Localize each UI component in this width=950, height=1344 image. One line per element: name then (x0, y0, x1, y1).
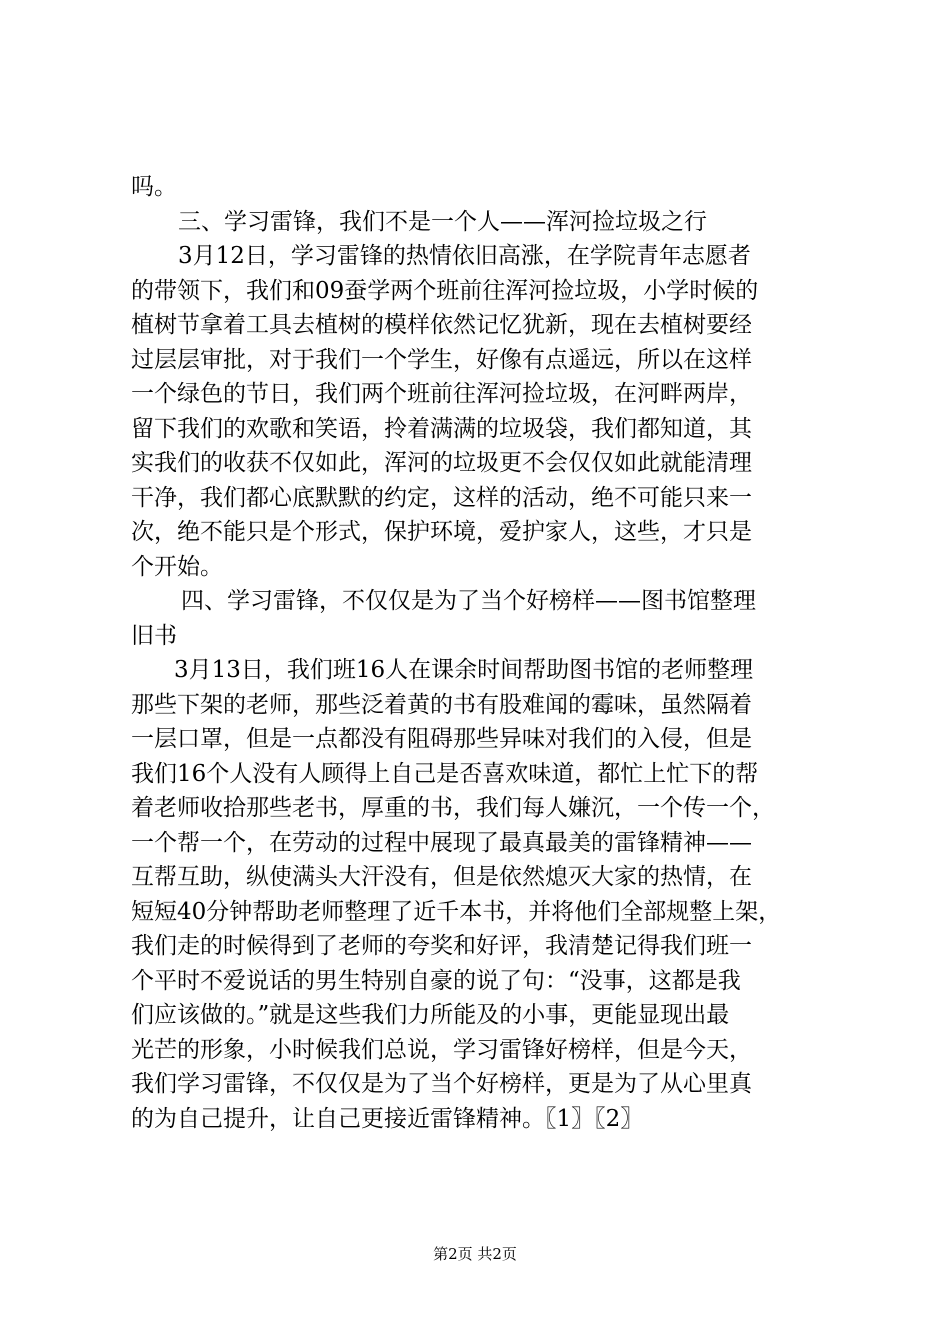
paragraph-line: 干净，我们都心底默默的约定，这样的活动，绝不可能只来一 (131, 484, 752, 511)
paragraph-line: 光芒的形象，小时候我们总说，学习雷锋好榜样，但是今天， (131, 1036, 752, 1063)
paragraph-line: 一层口罩，但是一点都没有阻碍那些异味对我们的入侵，但是 (131, 726, 752, 752)
paragraph-line: 我们学习雷锋，不仅仅是为了当个好榜样，更是为了从心里真 (131, 1071, 752, 1097)
paragraph-line: 着老师收拾那些老书，厚重的书，我们每人嫌沉，一个传一个， (131, 795, 775, 821)
paragraph-line: 3月13日，我们班16人在课余时间帮助图书馆的老师整理 (174, 657, 754, 683)
paragraph-line: 个开始。 (131, 553, 223, 580)
document-body (131, 170, 831, 1136)
paragraph-line: 留下我们的欢歌和笑语，拎着满满的垃圾袋，我们都知道，其 (131, 415, 752, 442)
paragraph-line: 们应该做的。”就是这些我们力所能及的小事，更能显现出最 (131, 1002, 730, 1028)
paragraph-line: 的为自己提升，让自己更接近雷锋精神。〖1〗〖2〗 (131, 1105, 644, 1132)
paragraph-line: 的带领下，我们和09蚕学两个班前往浑河捡垃圾，小学时候的 (131, 277, 759, 304)
paragraph-line: 次，绝不能只是个形式，保护环境，爱护家人，这些，才只是 (131, 519, 752, 545)
paragraph-line: 个平时不爱说话的男生特别自豪的说了句：“没事，这都是我 (131, 967, 741, 994)
paragraph-line: 3月12日，学习雷锋的热情依旧高涨，在学院青年志愿者 (178, 243, 751, 269)
paragraph-line: 过层层审批，对于我们一个学生，好像有点遥远，所以在这样 (131, 346, 752, 373)
paragraph-line: 一个帮一个，在劳动的过程中展现了最真最美的雷锋精神—— (131, 829, 752, 856)
paragraph-line: 那些下架的老师，那些泛着黄的书有股难闻的霉味，虽然隔着 (131, 691, 752, 718)
section-heading-continued: 旧书 (131, 622, 177, 649)
section-heading: 三、学习雷锋，我们不是一个人——浑河捡垃圾之行 (178, 208, 707, 235)
section-heading: 四、学习雷锋，不仅仅是为了当个好榜样——图书馆整理 (181, 588, 756, 614)
paragraph-line: 一个绿色的节日，我们两个班前往浑河捡垃圾，在河畔两岸， (131, 381, 752, 407)
paragraph-line: 短短40分钟帮助老师整理了近千本书，并将他们全部规整上架， (131, 898, 782, 925)
paragraph-line: 我们16个人没有人顾得上自己是否喜欢味道，都忙上忙下的帮 (131, 760, 759, 787)
paragraph-line: 吗。 (131, 174, 177, 200)
page-footer: 第2页 共2页 (433, 1245, 517, 1263)
paragraph-line: 实我们的收获不仅如此，浑河的垃圾更不会仅仅如此就能清理 (131, 450, 752, 476)
paragraph-line: 我们走的时候得到了老师的夸奖和好评，我清楚记得我们班一 (131, 933, 752, 959)
paragraph-line: 互帮互助，纵使满头大汗没有，但是依然熄灭大家的热情，在 (131, 864, 752, 890)
paragraph-line: 植树节拿着工具去植树的模样依然记忆犹新，现在去植树要经 (131, 312, 752, 338)
